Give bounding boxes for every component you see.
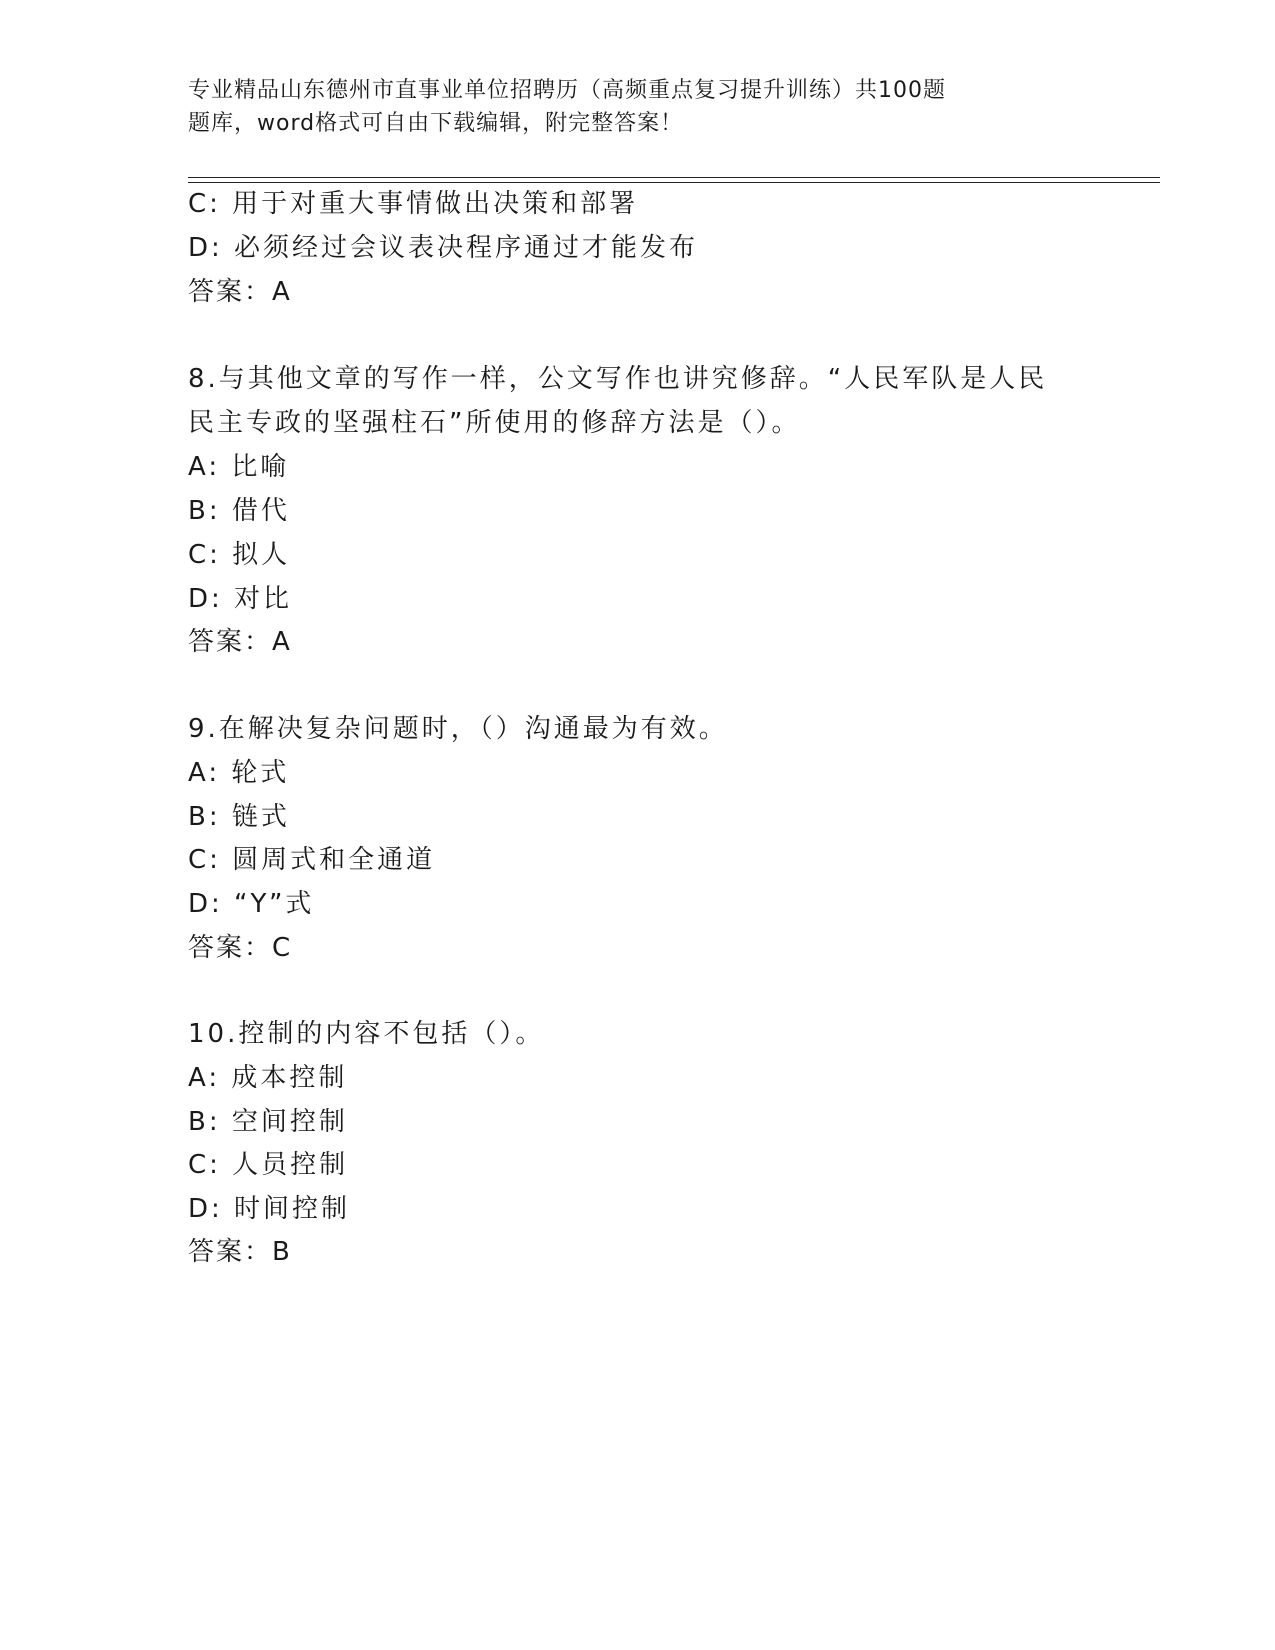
q9-option-b: B: 链式 — [188, 802, 290, 832]
q7-option-d: D: 必须经过会议表决程序通过才能发布 — [188, 233, 699, 263]
q8-option-c: C: 拟人 — [188, 540, 291, 570]
q10-answer: 答案：B — [188, 1237, 292, 1267]
q8-answer: 答案：A — [188, 627, 292, 657]
q10-option-d: D: 时间控制 — [188, 1194, 351, 1224]
q10-option-a: A: 成本控制 — [188, 1063, 348, 1093]
q8-option-b: B: 借代 — [188, 496, 290, 526]
q8-stem-line-2: 民主专政的坚强柱石”所使用的修辞方法是（）。 — [188, 408, 801, 438]
q7-answer: 答案：A — [188, 277, 292, 307]
header-line-1: 专业精品山东德州市直事业单位招聘历（高频重点复习提升训练）共100题 — [188, 78, 946, 103]
q7-option-c: C: 用于对重大事情做出决策和部署 — [188, 189, 639, 219]
q8-option-a: A: 比喻 — [188, 452, 290, 482]
document-header — [188, 74, 1028, 140]
header-divider-bottom — [188, 182, 1160, 183]
q10-option-c: C: 人员控制 — [188, 1150, 349, 1180]
q9-answer: 答案：C — [188, 933, 293, 963]
q10-option-b: B: 空间控制 — [188, 1107, 348, 1137]
q8-option-d: D: 对比 — [188, 584, 293, 614]
q9-option-a: A: 轮式 — [188, 758, 290, 788]
q10-stem: 10.控制的内容不包括（）。 — [188, 1019, 545, 1049]
q9-option-d: D: “Y”式 — [188, 889, 315, 919]
q8-stem-line-1: 8.与其他文章的写作一样，公文写作也讲究修辞。“人民军队是人民 — [188, 364, 1048, 394]
header-divider-top — [188, 177, 1160, 178]
header-line-2: 题库，word格式可自由下载编辑，附完整答案！ — [188, 111, 684, 136]
q9-stem: 9.在解决复杂问题时，（）沟通最为有效。 — [188, 714, 728, 744]
q9-option-c: C: 圆周式和全通道 — [188, 845, 436, 875]
